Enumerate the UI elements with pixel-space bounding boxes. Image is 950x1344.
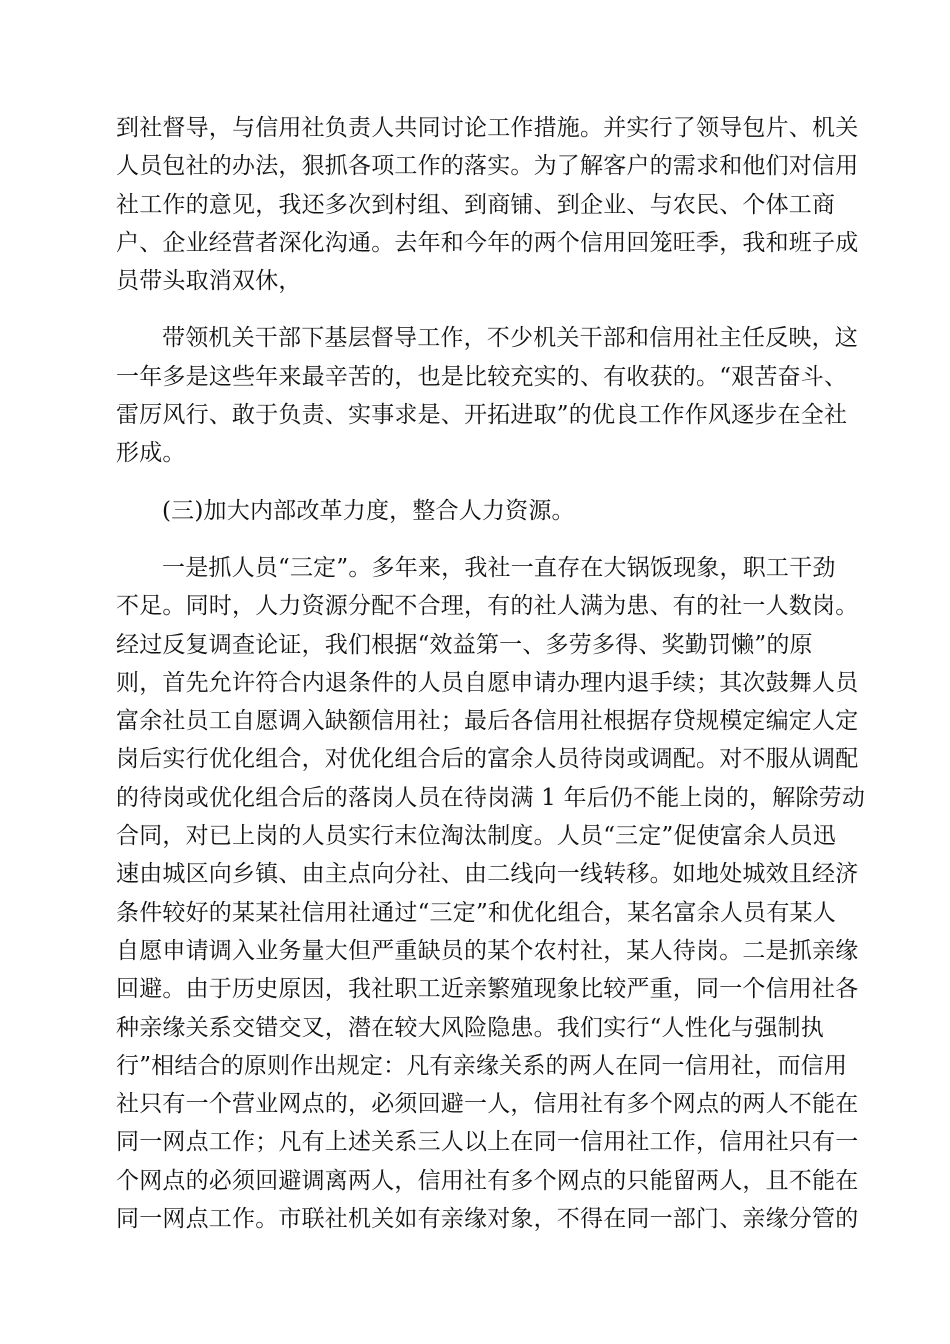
text-line: 经过反复调查论证，我们根据“效益第一、多劳多得、奖勤罚懒”的原 bbox=[116, 631, 813, 658]
text-line: 同一网点工作；凡有上述关系三人以上在同一信用社工作，信用社只有一 bbox=[116, 1129, 859, 1156]
text-line: 雷厉风行、敢于负责、实事求是、开拓进取”的优良工作作风逐步在全社 bbox=[116, 402, 848, 429]
paragraph-gap bbox=[116, 473, 836, 492]
text-line: 自愿申请调入业务量大但严重缺员的某个农村社，某人待岗。二是抓亲缘 bbox=[116, 937, 859, 964]
text-line: 条件较好的某某社信用社通过“三定”和优化组合，某名富余人员有某人 bbox=[116, 899, 836, 926]
text-line: 人员包社的办法，狠抓各项工作的落实。为了解客户的需求和他们对信用 bbox=[116, 153, 859, 180]
text-line: 社工作的意见，我还多次到村组、到商铺、到企业、与农民、个体工商 bbox=[116, 191, 836, 218]
text-line: 的待岗或优化组合后的落岗人员在待岗满 1 年后仍不能上岗的，解除劳动 bbox=[116, 784, 866, 811]
text-line: 不足。同时，人力资源分配不合理，有的社人满为患、有的社一人数岗。 bbox=[116, 593, 859, 620]
text-line: 速由城区向乡镇、由主点向分社、由二线向一线转移。如地处城效且经济 bbox=[116, 861, 859, 888]
text-line: 一是抓人员“三定”。多年来，我社一直存在大锅饭现象，职工干劲 bbox=[162, 554, 836, 581]
text-line: 岗后实行优化组合，对优化组合后的富余人员待岗或调配。对不服从调配 bbox=[116, 746, 859, 773]
text-line: 社只有一个营业网点的，必须回避一人，信用社有多个网点的两人不能在 bbox=[116, 1091, 859, 1118]
text-line: 员带头取消双休， bbox=[116, 268, 302, 295]
text-line: 个网点的必须回避调离两人，信用社有多个网点的只能留两人，且不能在 bbox=[116, 1167, 859, 1194]
paragraph-3 bbox=[116, 549, 866, 1238]
text-line: 则，首先允许符合内退条件的人员自愿申请办理内退手续；其次鼓舞人员 bbox=[116, 669, 859, 696]
text-line: 带领机关干部下基层督导工作，不少机关干部和信用社主任反映，这 bbox=[162, 325, 858, 352]
section-heading bbox=[116, 492, 836, 530]
paragraph-2 bbox=[116, 319, 858, 472]
document-body bbox=[116, 109, 866, 1238]
text-line: 到社督导，与信用社负责人共同讨论工作措施。并实行了领导包片、机关 bbox=[116, 115, 859, 141]
paragraph-gap bbox=[116, 300, 836, 319]
text-line: 一年多是这些年来最辛苦的，也是比较充实的、有收获的。“艰苦奋斗、 bbox=[116, 363, 848, 390]
text-line: 回避。由于历史原因，我社职工近亲繁殖现象比较严重，同一个信用社各 bbox=[116, 976, 859, 1003]
text-line: 种亲缘关系交错交叉，潜在较大风险隐患。我们实行“人性化与强制执 bbox=[116, 1014, 824, 1041]
text-line: 合同，对已上岗的人员实行末位淘汰制度。人员“三定”促使富余人员迅 bbox=[116, 823, 836, 850]
text-line: 形成。 bbox=[116, 440, 186, 467]
text-line: 同一网点工作。市联社机关如有亲缘对象，不得在同一部门、亲缘分管的 bbox=[116, 1206, 859, 1233]
paragraph-gap bbox=[116, 530, 836, 549]
text-line: 行”相结合的原则作出规定：凡有亲缘关系的两人在同一信用社，而信用 bbox=[116, 1052, 848, 1079]
text-line: (三)加大内部改革力度，整合人力资源。 bbox=[162, 497, 575, 524]
paragraph-1 bbox=[116, 109, 859, 300]
text-line: 户、企业经营者深化沟通。去年和今年的两个信用回笼旺季，我和班子成 bbox=[116, 229, 859, 256]
text-line: 富余社员工自愿调入缺额信用社；最后各信用社根据存贷规模定编定人定 bbox=[116, 708, 859, 735]
